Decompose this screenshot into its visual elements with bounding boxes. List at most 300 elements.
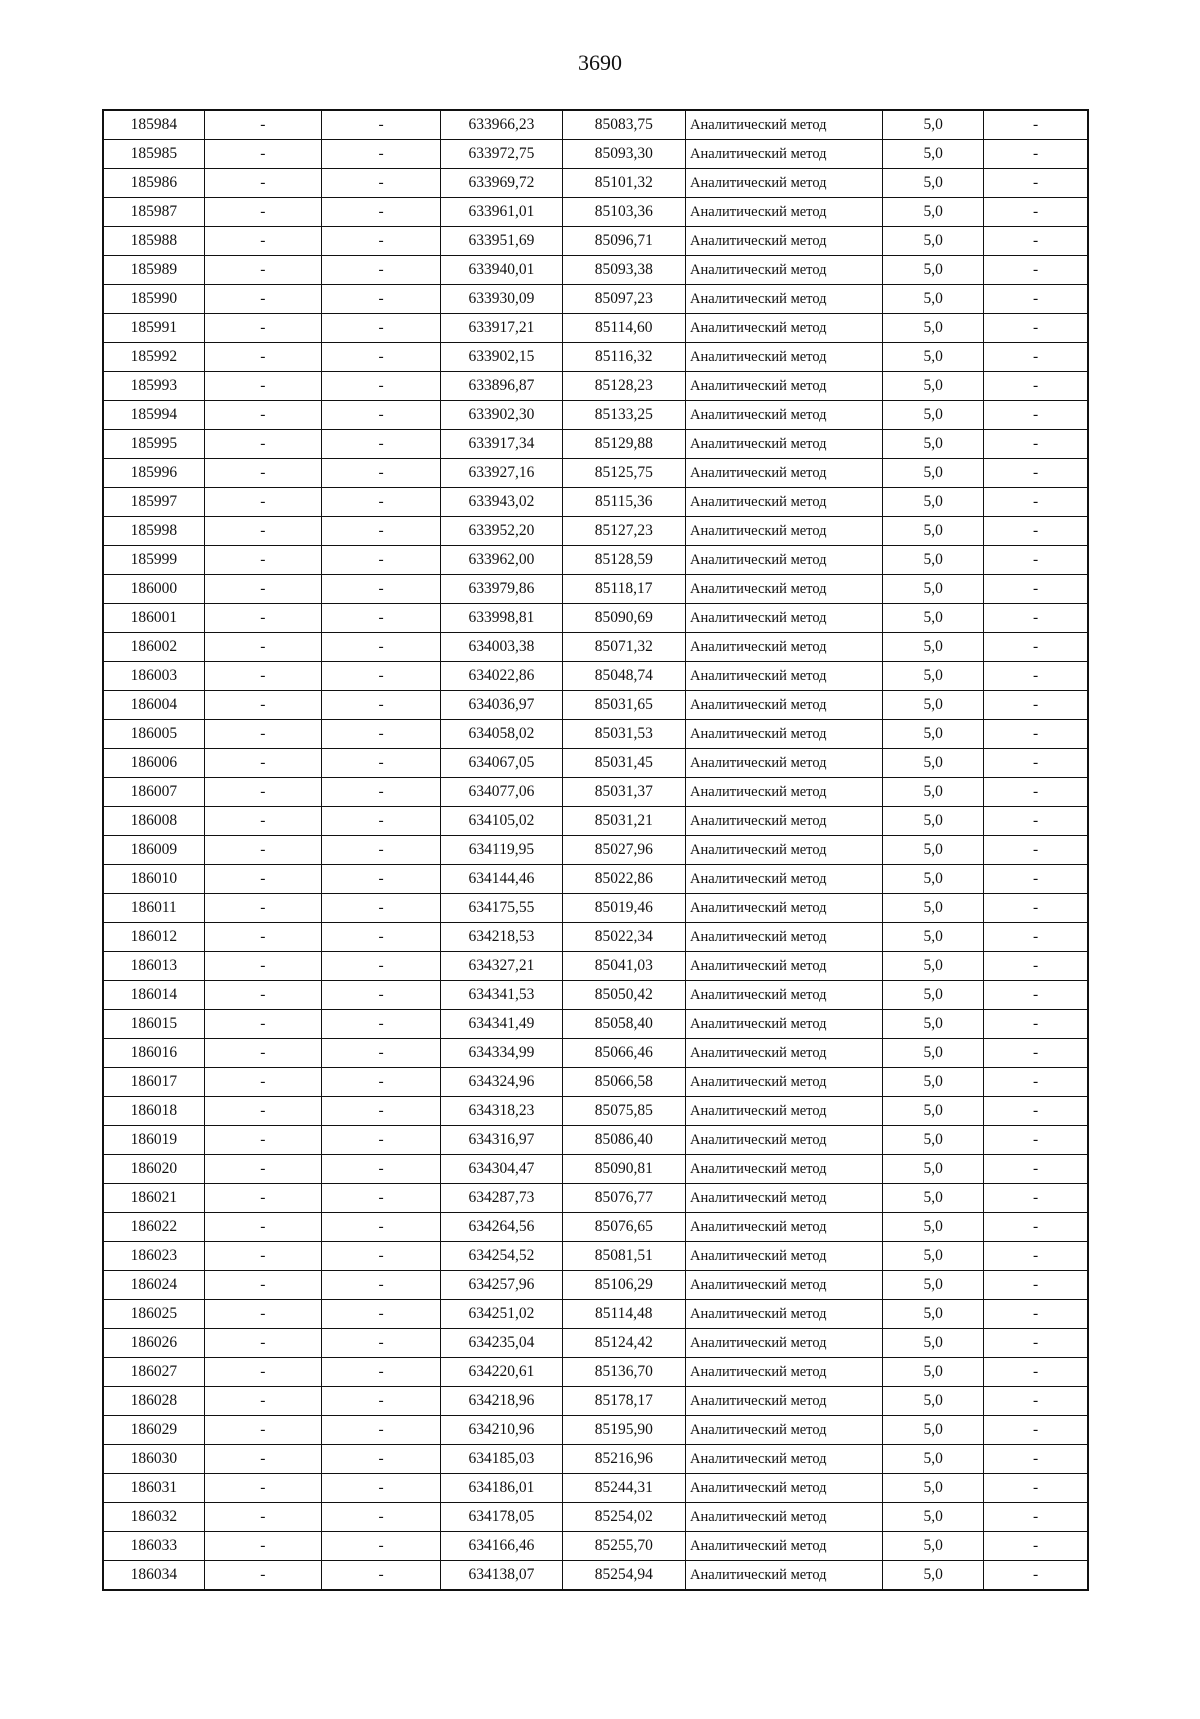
method-cell: Аналитический метод [685, 1010, 882, 1039]
y-coordinate-cell: 85097,23 [562, 285, 685, 314]
method-cell: Аналитический метод [685, 1387, 882, 1416]
dash-cell-b: - [321, 894, 440, 923]
dash-cell-a: - [204, 1126, 321, 1155]
y-coordinate-cell: 85136,70 [562, 1358, 685, 1387]
dash-cell-a: - [204, 459, 321, 488]
y-coordinate-cell: 85041,03 [562, 952, 685, 981]
accuracy-cell: 5,0 [883, 343, 984, 372]
accuracy-cell: 5,0 [883, 778, 984, 807]
dash-cell-b: - [321, 1010, 440, 1039]
y-coordinate-cell: 85031,21 [562, 807, 685, 836]
method-cell: Аналитический метод [685, 1445, 882, 1474]
method-cell: Аналитический метод [685, 1503, 882, 1532]
table-row [103, 285, 1088, 314]
dash-cell-c: - [984, 1184, 1088, 1213]
table-row [103, 807, 1088, 836]
dash-cell-c: - [984, 633, 1088, 662]
x-coordinate-cell: 633917,21 [441, 314, 562, 343]
dash-cell-c: - [984, 1097, 1088, 1126]
y-coordinate-cell: 85124,42 [562, 1329, 685, 1358]
dash-cell-b: - [321, 401, 440, 430]
accuracy-cell: 5,0 [883, 981, 984, 1010]
table-row [103, 314, 1088, 343]
accuracy-cell: 5,0 [883, 1503, 984, 1532]
dash-cell-b: - [321, 865, 440, 894]
dash-cell-a: - [204, 401, 321, 430]
y-coordinate-cell: 85093,38 [562, 256, 685, 285]
accuracy-cell: 5,0 [883, 952, 984, 981]
dash-cell-b: - [321, 749, 440, 778]
dash-cell-a: - [204, 1242, 321, 1271]
point-number-cell: 186027 [103, 1358, 204, 1387]
y-coordinate-cell: 85022,86 [562, 865, 685, 894]
accuracy-cell: 5,0 [883, 546, 984, 575]
method-cell: Аналитический метод [685, 517, 882, 546]
x-coordinate-cell: 634178,05 [441, 1503, 562, 1532]
x-coordinate-cell: 633902,15 [441, 343, 562, 372]
accuracy-cell: 5,0 [883, 1271, 984, 1300]
method-cell: Аналитический метод [685, 981, 882, 1010]
dash-cell-c: - [984, 1068, 1088, 1097]
dash-cell-b: - [321, 1474, 440, 1503]
dash-cell-a: - [204, 604, 321, 633]
dash-cell-a: - [204, 1416, 321, 1445]
accuracy-cell: 5,0 [883, 1010, 984, 1039]
point-number-cell: 186032 [103, 1503, 204, 1532]
accuracy-cell: 5,0 [883, 430, 984, 459]
method-cell: Аналитический метод [685, 1358, 882, 1387]
x-coordinate-cell: 634334,99 [441, 1039, 562, 1068]
x-coordinate-cell: 634138,07 [441, 1561, 562, 1591]
point-number-cell: 185998 [103, 517, 204, 546]
dash-cell-a: - [204, 1474, 321, 1503]
method-cell: Аналитический метод [685, 1329, 882, 1358]
point-number-cell: 186011 [103, 894, 204, 923]
method-cell: Аналитический метод [685, 227, 882, 256]
point-number-cell: 186014 [103, 981, 204, 1010]
method-cell: Аналитический метод [685, 1532, 882, 1561]
table-row [103, 1184, 1088, 1213]
method-cell: Аналитический метод [685, 894, 882, 923]
dash-cell-c: - [984, 401, 1088, 430]
accuracy-cell: 5,0 [883, 1416, 984, 1445]
y-coordinate-cell: 85075,85 [562, 1097, 685, 1126]
x-coordinate-cell: 633951,69 [441, 227, 562, 256]
dash-cell-c: - [984, 1532, 1088, 1561]
point-number-cell: 185994 [103, 401, 204, 430]
point-number-cell: 185992 [103, 343, 204, 372]
table-row [103, 546, 1088, 575]
dash-cell-b: - [321, 430, 440, 459]
dash-cell-b: - [321, 720, 440, 749]
y-coordinate-cell: 85066,58 [562, 1068, 685, 1097]
x-coordinate-cell: 634220,61 [441, 1358, 562, 1387]
dash-cell-c: - [984, 778, 1088, 807]
table-row [103, 1329, 1088, 1358]
method-cell: Аналитический метод [685, 1039, 882, 1068]
table-row [103, 952, 1088, 981]
dash-cell-a: - [204, 807, 321, 836]
accuracy-cell: 5,0 [883, 1445, 984, 1474]
point-number-cell: 186022 [103, 1213, 204, 1242]
dash-cell-b: - [321, 488, 440, 517]
point-number-cell: 186000 [103, 575, 204, 604]
dash-cell-a: - [204, 952, 321, 981]
dash-cell-b: - [321, 778, 440, 807]
dash-cell-a: - [204, 227, 321, 256]
point-number-cell: 185996 [103, 459, 204, 488]
dash-cell-c: - [984, 517, 1088, 546]
accuracy-cell: 5,0 [883, 459, 984, 488]
dash-cell-b: - [321, 1358, 440, 1387]
y-coordinate-cell: 85103,36 [562, 198, 685, 227]
dash-cell-a: - [204, 546, 321, 575]
dash-cell-a: - [204, 1039, 321, 1068]
dash-cell-a: - [204, 1213, 321, 1242]
x-coordinate-cell: 633940,01 [441, 256, 562, 285]
x-coordinate-cell: 634186,01 [441, 1474, 562, 1503]
dash-cell-b: - [321, 1068, 440, 1097]
coordinates-table [102, 109, 1089, 1591]
dash-cell-b: - [321, 1561, 440, 1591]
dash-cell-b: - [321, 981, 440, 1010]
x-coordinate-cell: 634119,95 [441, 836, 562, 865]
accuracy-cell: 5,0 [883, 604, 984, 633]
method-cell: Аналитический метод [685, 459, 882, 488]
accuracy-cell: 5,0 [883, 372, 984, 401]
dash-cell-c: - [984, 198, 1088, 227]
dash-cell-b: - [321, 691, 440, 720]
method-cell: Аналитический метод [685, 1271, 882, 1300]
table-body [103, 110, 1088, 1590]
method-cell: Аналитический метод [685, 1242, 882, 1271]
method-cell: Аналитический метод [685, 865, 882, 894]
dash-cell-b: - [321, 633, 440, 662]
dash-cell-b: - [321, 372, 440, 401]
x-coordinate-cell: 634316,97 [441, 1126, 562, 1155]
point-number-cell: 185985 [103, 140, 204, 169]
table-row [103, 981, 1088, 1010]
point-number-cell: 186013 [103, 952, 204, 981]
accuracy-cell: 5,0 [883, 720, 984, 749]
accuracy-cell: 5,0 [883, 488, 984, 517]
dash-cell-b: - [321, 575, 440, 604]
point-number-cell: 185999 [103, 546, 204, 575]
method-cell: Аналитический метод [685, 1097, 882, 1126]
point-number-cell: 185993 [103, 372, 204, 401]
x-coordinate-cell: 634077,06 [441, 778, 562, 807]
point-number-cell: 185988 [103, 227, 204, 256]
x-coordinate-cell: 634218,96 [441, 1387, 562, 1416]
table-row [103, 720, 1088, 749]
y-coordinate-cell: 85127,23 [562, 517, 685, 546]
method-cell: Аналитический метод [685, 169, 882, 198]
dash-cell-b: - [321, 140, 440, 169]
x-coordinate-cell: 633952,20 [441, 517, 562, 546]
point-number-cell: 186006 [103, 749, 204, 778]
method-cell: Аналитический метод [685, 575, 882, 604]
point-number-cell: 186009 [103, 836, 204, 865]
table-row [103, 1155, 1088, 1184]
dash-cell-c: - [984, 575, 1088, 604]
table-row [103, 343, 1088, 372]
point-number-cell: 186016 [103, 1039, 204, 1068]
method-cell: Аналитический метод [685, 285, 882, 314]
method-cell: Аналитический метод [685, 1213, 882, 1242]
dash-cell-c: - [984, 1126, 1088, 1155]
method-cell: Аналитический метод [685, 1474, 882, 1503]
x-coordinate-cell: 634003,38 [441, 633, 562, 662]
dash-cell-b: - [321, 1097, 440, 1126]
dash-cell-c: - [984, 1271, 1088, 1300]
dash-cell-c: - [984, 1010, 1088, 1039]
accuracy-cell: 5,0 [883, 1155, 984, 1184]
table-row [103, 778, 1088, 807]
y-coordinate-cell: 85128,59 [562, 546, 685, 575]
accuracy-cell: 5,0 [883, 1097, 984, 1126]
dash-cell-c: - [984, 836, 1088, 865]
accuracy-cell: 5,0 [883, 575, 984, 604]
table-row [103, 836, 1088, 865]
accuracy-cell: 5,0 [883, 1358, 984, 1387]
table-row [103, 1503, 1088, 1532]
method-cell: Аналитический метод [685, 1068, 882, 1097]
y-coordinate-cell: 85114,48 [562, 1300, 685, 1329]
dash-cell-c: - [984, 110, 1088, 140]
dash-cell-b: - [321, 1126, 440, 1155]
y-coordinate-cell: 85048,74 [562, 662, 685, 691]
method-cell: Аналитический метод [685, 1416, 882, 1445]
y-coordinate-cell: 85129,88 [562, 430, 685, 459]
point-number-cell: 186001 [103, 604, 204, 633]
point-number-cell: 186002 [103, 633, 204, 662]
method-cell: Аналитический метод [685, 140, 882, 169]
dash-cell-c: - [984, 662, 1088, 691]
accuracy-cell: 5,0 [883, 110, 984, 140]
y-coordinate-cell: 85027,96 [562, 836, 685, 865]
table-row [103, 110, 1088, 140]
dash-cell-b: - [321, 952, 440, 981]
dash-cell-a: - [204, 778, 321, 807]
table-row [103, 1387, 1088, 1416]
dash-cell-b: - [321, 546, 440, 575]
dash-cell-a: - [204, 865, 321, 894]
y-coordinate-cell: 85255,70 [562, 1532, 685, 1561]
table-row [103, 1242, 1088, 1271]
dash-cell-a: - [204, 517, 321, 546]
point-number-cell: 186005 [103, 720, 204, 749]
table-row [103, 401, 1088, 430]
point-number-cell: 186007 [103, 778, 204, 807]
dash-cell-c: - [984, 285, 1088, 314]
method-cell: Аналитический метод [685, 343, 882, 372]
table-row [103, 459, 1088, 488]
point-number-cell: 185989 [103, 256, 204, 285]
method-cell: Аналитический метод [685, 778, 882, 807]
y-coordinate-cell: 85114,60 [562, 314, 685, 343]
dash-cell-c: - [984, 459, 1088, 488]
dash-cell-a: - [204, 1387, 321, 1416]
table-row [103, 227, 1088, 256]
dash-cell-a: - [204, 430, 321, 459]
dash-cell-b: - [321, 285, 440, 314]
accuracy-cell: 5,0 [883, 923, 984, 952]
accuracy-cell: 5,0 [883, 198, 984, 227]
table-row [103, 1300, 1088, 1329]
x-coordinate-cell: 634318,23 [441, 1097, 562, 1126]
method-cell: Аналитический метод [685, 546, 882, 575]
dash-cell-a: - [204, 1358, 321, 1387]
y-coordinate-cell: 85178,17 [562, 1387, 685, 1416]
method-cell: Аналитический метод [685, 1126, 882, 1155]
accuracy-cell: 5,0 [883, 140, 984, 169]
accuracy-cell: 5,0 [883, 1068, 984, 1097]
method-cell: Аналитический метод [685, 1155, 882, 1184]
point-number-cell: 186018 [103, 1097, 204, 1126]
dash-cell-b: - [321, 198, 440, 227]
point-number-cell: 185986 [103, 169, 204, 198]
accuracy-cell: 5,0 [883, 1242, 984, 1271]
y-coordinate-cell: 85066,46 [562, 1039, 685, 1068]
table-row [103, 517, 1088, 546]
table-row [103, 1358, 1088, 1387]
dash-cell-c: - [984, 923, 1088, 952]
x-coordinate-cell: 634251,02 [441, 1300, 562, 1329]
y-coordinate-cell: 85195,90 [562, 1416, 685, 1445]
dash-cell-b: - [321, 343, 440, 372]
dash-cell-a: - [204, 836, 321, 865]
dash-cell-c: - [984, 1474, 1088, 1503]
accuracy-cell: 5,0 [883, 256, 984, 285]
point-number-cell: 186034 [103, 1561, 204, 1591]
dash-cell-b: - [321, 1271, 440, 1300]
dash-cell-c: - [984, 372, 1088, 401]
dash-cell-c: - [984, 314, 1088, 343]
method-cell: Аналитический метод [685, 314, 882, 343]
table-row [103, 256, 1088, 285]
y-coordinate-cell: 85058,40 [562, 1010, 685, 1039]
point-number-cell: 186026 [103, 1329, 204, 1358]
accuracy-cell: 5,0 [883, 633, 984, 662]
dash-cell-a: - [204, 140, 321, 169]
method-cell: Аналитический метод [685, 720, 882, 749]
x-coordinate-cell: 634287,73 [441, 1184, 562, 1213]
dash-cell-b: - [321, 1445, 440, 1474]
y-coordinate-cell: 85254,94 [562, 1561, 685, 1591]
x-coordinate-cell: 634058,02 [441, 720, 562, 749]
dash-cell-c: - [984, 1503, 1088, 1532]
dash-cell-c: - [984, 488, 1088, 517]
y-coordinate-cell: 85031,37 [562, 778, 685, 807]
table-row [103, 1445, 1088, 1474]
x-coordinate-cell: 634341,49 [441, 1010, 562, 1039]
point-number-cell: 186023 [103, 1242, 204, 1271]
dash-cell-c: - [984, 169, 1088, 198]
accuracy-cell: 5,0 [883, 285, 984, 314]
x-coordinate-cell: 634327,21 [441, 952, 562, 981]
accuracy-cell: 5,0 [883, 1387, 984, 1416]
dash-cell-c: - [984, 1445, 1088, 1474]
dash-cell-a: - [204, 314, 321, 343]
accuracy-cell: 5,0 [883, 662, 984, 691]
dash-cell-b: - [321, 1242, 440, 1271]
x-coordinate-cell: 634105,02 [441, 807, 562, 836]
y-coordinate-cell: 85115,36 [562, 488, 685, 517]
y-coordinate-cell: 85083,75 [562, 110, 685, 140]
x-coordinate-cell: 634166,46 [441, 1532, 562, 1561]
method-cell: Аналитический метод [685, 1300, 882, 1329]
dash-cell-b: - [321, 1184, 440, 1213]
y-coordinate-cell: 85216,96 [562, 1445, 685, 1474]
x-coordinate-cell: 634022,86 [441, 662, 562, 691]
accuracy-cell: 5,0 [883, 894, 984, 923]
y-coordinate-cell: 85125,75 [562, 459, 685, 488]
table-row [103, 604, 1088, 633]
method-cell: Аналитический метод [685, 256, 882, 285]
x-coordinate-cell: 633969,72 [441, 169, 562, 198]
table-row [103, 1039, 1088, 1068]
dash-cell-b: - [321, 227, 440, 256]
dash-cell-c: - [984, 749, 1088, 778]
y-coordinate-cell: 85093,30 [562, 140, 685, 169]
point-number-cell: 185990 [103, 285, 204, 314]
y-coordinate-cell: 85031,53 [562, 720, 685, 749]
table-row [103, 865, 1088, 894]
dash-cell-c: - [984, 1039, 1088, 1068]
dash-cell-a: - [204, 1155, 321, 1184]
accuracy-cell: 5,0 [883, 1126, 984, 1155]
y-coordinate-cell: 85071,32 [562, 633, 685, 662]
dash-cell-b: - [321, 807, 440, 836]
dash-cell-c: - [984, 691, 1088, 720]
dash-cell-c: - [984, 140, 1088, 169]
y-coordinate-cell: 85106,29 [562, 1271, 685, 1300]
y-coordinate-cell: 85090,69 [562, 604, 685, 633]
x-coordinate-cell: 633961,01 [441, 198, 562, 227]
dash-cell-b: - [321, 1213, 440, 1242]
table-row [103, 1097, 1088, 1126]
x-coordinate-cell: 633972,75 [441, 140, 562, 169]
accuracy-cell: 5,0 [883, 169, 984, 198]
x-coordinate-cell: 634036,97 [441, 691, 562, 720]
y-coordinate-cell: 85031,65 [562, 691, 685, 720]
dash-cell-a: - [204, 981, 321, 1010]
method-cell: Аналитический метод [685, 1184, 882, 1213]
dash-cell-c: - [984, 227, 1088, 256]
dash-cell-c: - [984, 1387, 1088, 1416]
point-number-cell: 185991 [103, 314, 204, 343]
dash-cell-b: - [321, 1416, 440, 1445]
x-coordinate-cell: 634235,04 [441, 1329, 562, 1358]
method-cell: Аналитический метод [685, 749, 882, 778]
accuracy-cell: 5,0 [883, 1213, 984, 1242]
dash-cell-c: - [984, 1300, 1088, 1329]
dash-cell-a: - [204, 1271, 321, 1300]
dash-cell-b: - [321, 1503, 440, 1532]
point-number-cell: 185987 [103, 198, 204, 227]
table-row [103, 633, 1088, 662]
dash-cell-a: - [204, 720, 321, 749]
dash-cell-b: - [321, 459, 440, 488]
method-cell: Аналитический метод [685, 110, 882, 140]
y-coordinate-cell: 85076,77 [562, 1184, 685, 1213]
point-number-cell: 186024 [103, 1271, 204, 1300]
dash-cell-a: - [204, 1561, 321, 1591]
point-number-cell: 186029 [103, 1416, 204, 1445]
dash-cell-c: - [984, 1329, 1088, 1358]
method-cell: Аналитический метод [685, 836, 882, 865]
y-coordinate-cell: 85081,51 [562, 1242, 685, 1271]
